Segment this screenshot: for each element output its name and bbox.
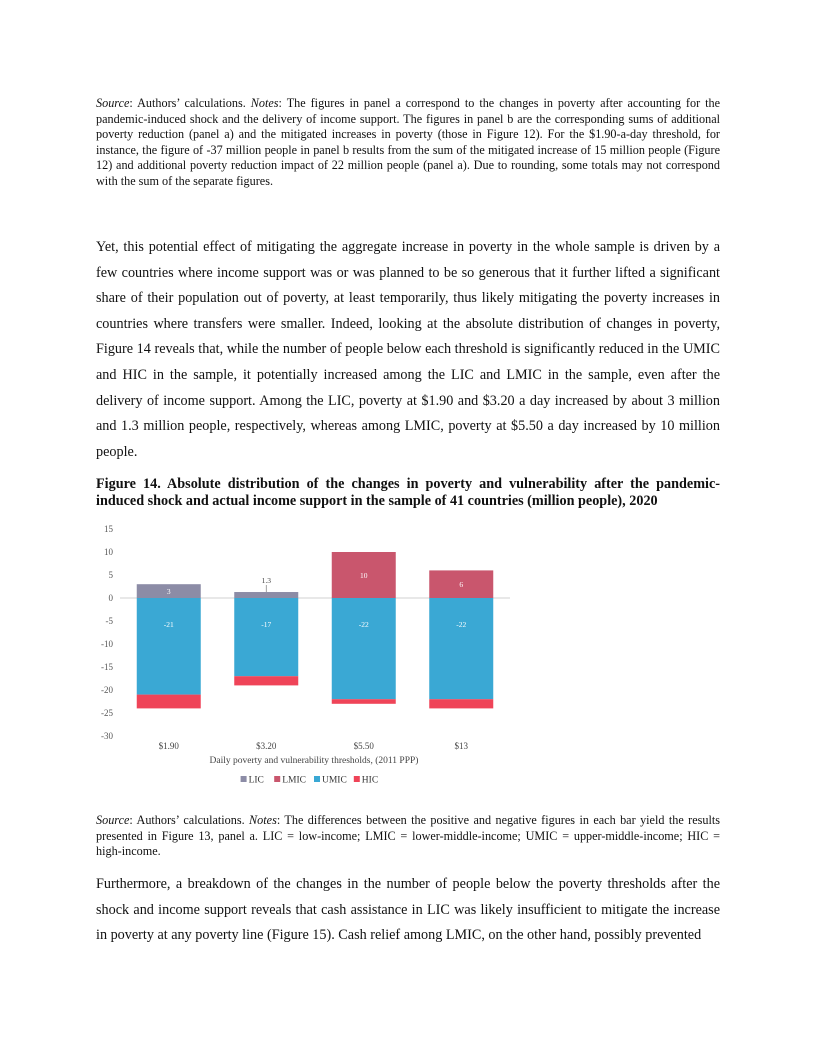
data-label: -22 xyxy=(358,620,369,629)
top-source-note xyxy=(96,96,720,190)
bar-umic-2 xyxy=(234,598,298,676)
data-label: -21 xyxy=(163,620,174,629)
stacked-bar-chart xyxy=(80,520,540,795)
x-tick-label: $3.20 xyxy=(256,741,277,751)
data-label: -22 xyxy=(456,620,467,629)
source-text: : Authors’ calculations. xyxy=(129,813,250,827)
bar-hic-1 xyxy=(137,695,201,709)
figure-title: Figure 14. Absolute distribution of the changes in poverty and vulnerability after the pandemic-induced shock and actual income support in the sample of 41 countries (million people), 2020 xyxy=(96,476,720,509)
y-tick-label: -25 xyxy=(101,708,113,718)
y-tick-label: 10 xyxy=(104,547,113,557)
bar-hic-3 xyxy=(332,699,396,704)
y-tick-label: -5 xyxy=(105,616,113,626)
y-tick-label: 0 xyxy=(108,593,113,603)
x-axis-label: Daily poverty and vulnerability thresholds, (2011 PPP) xyxy=(209,756,419,766)
bar-lic-2 xyxy=(234,592,298,598)
legend-label-lic: LIC xyxy=(248,775,264,786)
source-label: Source xyxy=(96,813,130,827)
data-label: 10 xyxy=(360,571,368,580)
bar-umic-1 xyxy=(137,598,201,695)
body-paragraph-1: Yet, this potential effect of mitigating the aggregate increase in poverty in the whole sample is driven by a few countries where income support was or was planned to be so generous that it further lifted a significant share of their population out of poverty, at least temporarily, thus likely mitigating the poverty increases in countries where transfers were smaller. Indeed, looking at the absolute distribution of changes in poverty, Figure 14 reveals that, while the number of people below each threshold is significantly reduced in the UMIC and HIC in the sample, it potentially increased among the LIC and LMIC in the sample, even after the delivery of income support. Among the LIC, poverty at $1.90 and $3.20 a day increased by about 3 million and 1.3 million people, respectively, whereas among LMIC, poverty at $5.50 a day increased by 10 million people. xyxy=(96,239,720,460)
legend-swatch-lic xyxy=(241,776,247,782)
legend-swatch-lmic xyxy=(274,776,280,782)
bottom-source-note xyxy=(96,813,720,860)
x-tick-label: $5.50 xyxy=(353,741,374,751)
bar-umic-3 xyxy=(332,598,396,699)
data-label: 3 xyxy=(166,587,171,597)
bar-hic-2 xyxy=(234,676,298,685)
x-tick-label: $13 xyxy=(454,741,468,751)
notes-label: Notes xyxy=(250,96,279,110)
y-tick-label: 5 xyxy=(108,570,113,580)
bar-umic-4 xyxy=(429,598,493,699)
source-text: : Authors’ calculations. xyxy=(129,96,251,110)
y-tick-label: -10 xyxy=(101,639,113,649)
data-label: 6 xyxy=(459,580,464,590)
bar-hic-4 xyxy=(429,699,493,708)
legend-label-lmic: LMIC xyxy=(282,775,306,786)
y-tick-label: -15 xyxy=(101,662,113,672)
notes-text: : The differences between the positive and negative figures in each bar yield the results presented in Figure 13, panel a. LIC = low-income; LMIC = lower-middle-income; UMIC = upper-middle-income; HIC = high-income. xyxy=(96,813,720,859)
data-label: -17 xyxy=(261,620,272,629)
source-label: Source xyxy=(96,96,130,110)
body-paragraph-2: Furthermore, a breakdown of the changes in the number of people below the poverty thresholds after the shock and income support reveals that cash assistance in LIC was likely insufficient to mitigate the increase in poverty at any poverty line (Figure 15). Cash relief among LMIC, on the other hand, possibly prevented xyxy=(96,876,720,944)
legend-swatch-hic xyxy=(354,776,360,782)
legend-label-hic: HIC xyxy=(361,775,379,786)
y-tick-label: -30 xyxy=(101,731,113,741)
notes-label: Notes xyxy=(249,813,277,827)
notes-text: : The figures in panel a correspond to the changes in poverty after accounting for the pandemic-induced shock and the delivery of income support. The figures in panel b are the corresponding sums of additional poverty reduction (panel a) and the mitigated increases in poverty (those in Figure 12). For the $1.90-a-day threshold, for instance, the figure of -37 million people in panel b results from the sum of the mitigated increase of 15 million people (Figure 12) and additional poverty reduction impact of 22 million people (panel a). Due to rounding, some totals may not correspond with the sum of the separate figures. xyxy=(96,96,721,188)
data-label: 1.3 xyxy=(261,576,271,586)
legend-label-umic: UMIC xyxy=(322,775,347,786)
legend-swatch-umic xyxy=(314,776,320,782)
y-tick-label: 15 xyxy=(104,524,113,534)
y-tick-label: -20 xyxy=(101,685,113,695)
x-tick-label: $1.90 xyxy=(158,741,179,751)
